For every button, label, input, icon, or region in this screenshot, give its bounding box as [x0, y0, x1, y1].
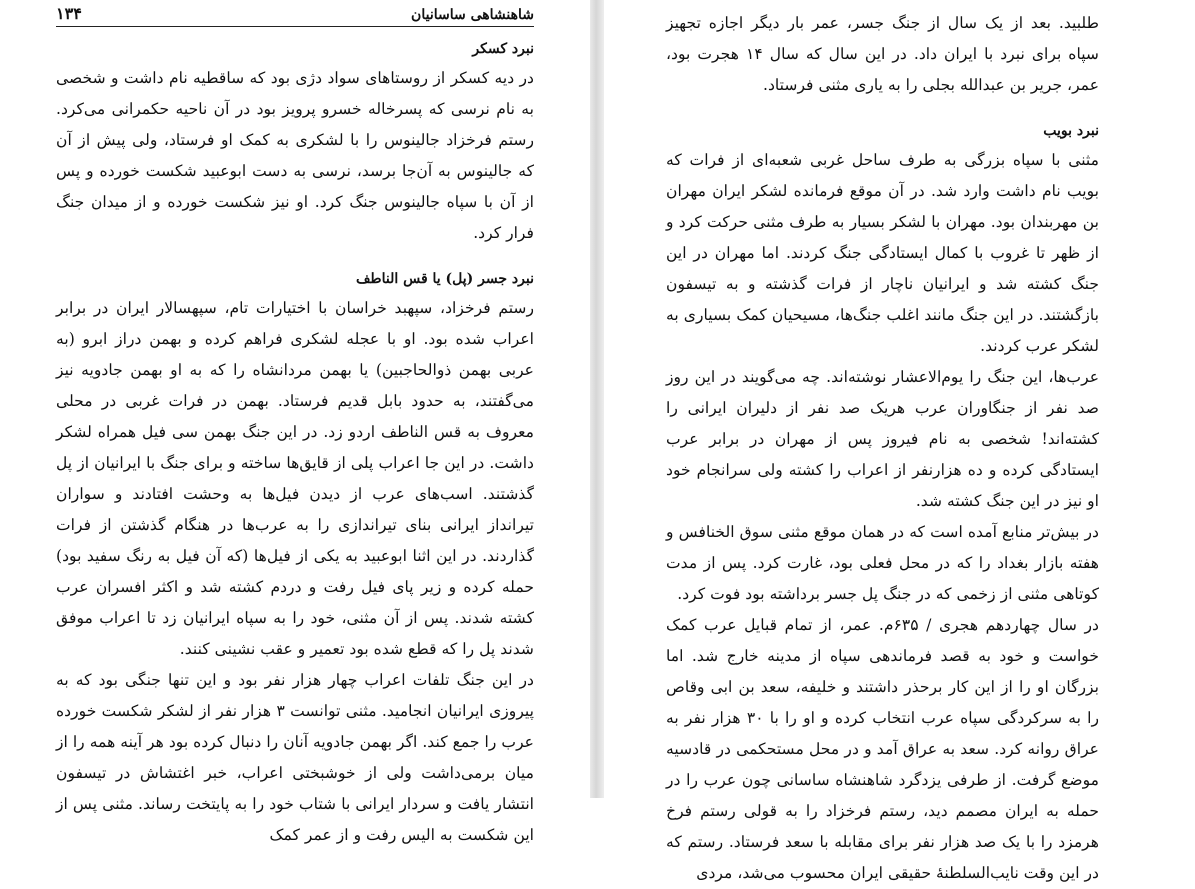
- page-number: ۱۳۴: [56, 4, 82, 23]
- section-heading-kaskar: نبرد کسکر: [472, 41, 534, 57]
- left-page: [0, 0, 590, 844]
- book-gutter: [590, 0, 604, 798]
- paragraph-kaskar: در دیه کسکر از روستاهای سواد دژی بود که ساقطیه نام داشت و شخصی به نام نرسی که پسرخاله خسرو پرویز بود در آن ناحیه حکمرانی می‌کرد. رستم فرخزاد جالینوس را با لشکری به کمک او فرستاد، ولی پیش از آن که جالینوس به آن‌جا برسد، نرسی به دست ابوعبید شکست خورده و پس از آن با سپاه جالینوس جنگ کرد. او نیز شکست خورده و از میدان جنگ فرار کرد.: [56, 69, 534, 242]
- paragraph-lead: طلبید. بعد از یک سال از جنگ جسر، عمر بار دیگر اجازه تجهیز سپاه برای نبرد با ایران داد. در این سال که سال ۱۴ هجرت بود، عمر، جریر بن عبدالله بجلی را به یاری مثنی فرستاد.: [666, 14, 1099, 94]
- section-heading-buwayb: نبرد بویب: [1043, 123, 1099, 139]
- page-header: [56, 4, 534, 27]
- paragraph-buwayb-4: در سال چهاردهم هجری / ۶۳۵م. عمر، از تمام قبایل عرب کمک خواست و خود به قصد فرماندهی سپاه از مدینه خارج شد. اما بزرگان او را از این کار برحذر داشتند و خلیفه، سعد بن ابی وقاص را به سرکردگی سپاه عرب انتخاب کرده و او را با ۳۰ هزار نفر به عراق روانه کرد. سعد به عراق آمد و در محل مستحکمی در قادسیه موضع گرفت. از طرفی یزدگرد شاهنشاه ساسانی چون عرب را در حمله به ایران مصمم دید، رستم فرخزاد را به قولی رستم فرخ هرمزد را با یک صد هزار نفر برای مقابله با سعد فرستاد. رستم که در این وقت نایب‌السلطنهٔ حقیقی ایران محسوب می‌شد، مردی: [666, 616, 1100, 882]
- paragraph-buwayb-1: مثنی با سپاه بزرگی به طرف ساحل غربی شعبه‌ای از فرات که بویب نام داشت وارد شد. در آن موقع فرمانده لشکر ایران مهران بن مهربندان بود. مهران با لشکر بسیار به طرف مثنی حرکت کرد و از ظهر تا غروب با کمال ایستادگی جنگ کردند. اما مهران در این جنگ کشته شد و ایرانیان ناچار از فرات گذشته و به تیسفون بازگشتند. در این جنگ مانند اغلب جنگ‌ها، مسیحیان کمک بسیاری به لشکر عرب کردند.: [666, 151, 1099, 355]
- running-title: شاهنشاهی ساسانیان: [411, 7, 534, 23]
- paragraph-jasr-1: رستم فرخزاد، سپهبد خراسان با اختیارات تام، سپهسالار ایران در برابر اعراب شده بود. او با عجله لشکری فراهم کرده و بهمن دراز ابرو (به عربی بهمن ذوالحاجبین) یا بهمن مردانشاه را که به او بهمن جادویه نیز می‌گفتند، به حدود بابل قدیم فرستاد. بهمن در فرات غربی در محلی معروف به قس الناطف اردو زد. در این جنگ بهمن سی فیل همراه لشکر داشت. در این جا اعراب پلی از قایق‌ها ساخته و برای جنگ با ایرانیان از پل گذشتند. اسب‌های عرب از دیدن فیل‌ها به وحشت افتادند و سواران تیرانداز ایرانی بنای تیراندازی را به عرب‌ها در هنگام گذشتن از فرات گذاردند. در این اثنا ابوعبید به یکی از فیل‌ها (که آن فیل به رنگ سفید بود) حمله کرده و زیر پای فیل رفت و دردم کشته شد و اکثر افسران عرب کشته شدند. پس از آن مثنی، خود را به سپاه ایرانیان زد تا اعراب موفق شدند پل را که قطع شده بود تعمیر و عقب نشینی کنند.: [56, 299, 534, 658]
- paragraph-buwayb-2: عرب‌ها، این جنگ را یوم‌الاعشار نوشته‌اند. چه می‌گویند در این روز صد نفر از جنگاوران عرب هریک صد نفر از دلیران ایرانی را کشته‌اند! شخصی به نام فیروز پس از مهران در برابر عرب ایستادگی کرده و ده هزارنفر از اعراب را کشته ولی سرانجام خود او نیز در این جنگ کشته شد.: [666, 368, 1099, 510]
- section-heading-jasr: نبرد جسر (پل) یا قس الناطف: [355, 271, 534, 287]
- paragraph-buwayb-3: در بیش‌تر منابع آمده است که در همان موقع مثنی سوق الخنافس و هفته بازار بغداد را که در محل فعلی بود، غارت کرد. پس از مدت کوتاهی مثنی از زخمی که در جنگ پل جسر برداشته بود فوت کرد.: [666, 523, 1099, 603]
- right-page: [604, 0, 1195, 882]
- paragraph-jasr-2: در این جنگ تلفات اعراب چهار هزار نفر بود و این تنها جنگی بود که به پیروزی ایرانیان انجامید. مثنی توانست ۳ هزار نفر از لشکر شکست خورده عرب را جمع کند. اگر بهمن جادویه آنان را دنبال کرده بود هر آینه همه را از میان برمی‌داشت ولی از خوشبختی اعراب، خبر اغتشاش در تیسفون انتشار یافت و سردار ایرانی با شتاب خود را به پایتخت رساند. مثنی پس از این شکست به الیس رفت و از عمر کمک: [56, 671, 534, 844]
